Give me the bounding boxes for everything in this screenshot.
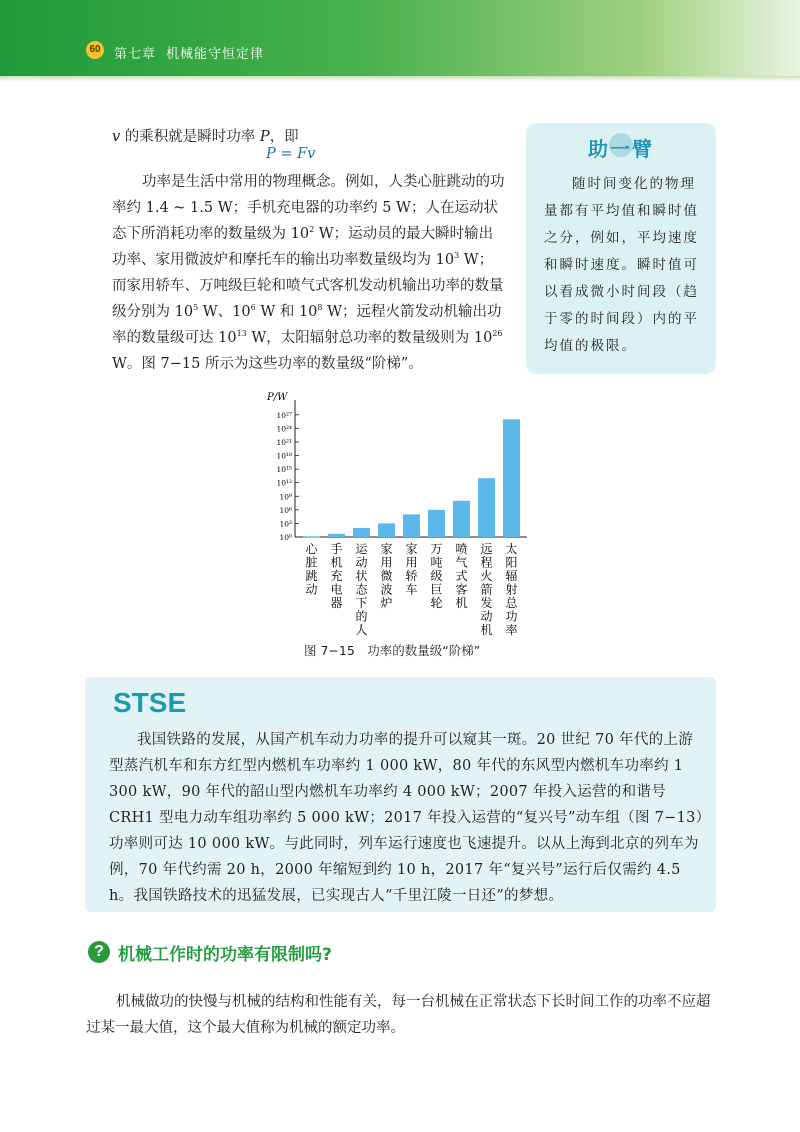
intro-end: ，即 [269,129,299,145]
y-tick-label: 10¹⁵ [276,465,292,475]
page-number: 60 [86,41,104,59]
bar-9 [503,419,520,537]
intro-text: 的乘积就是瞬时功率 [120,129,260,145]
sidebar-title: 助一臂 [588,137,654,161]
chapter-heading [114,43,274,62]
rated-power-paragraph: 机械做功的快慢与机械的结构和性能有关，每一台机械在正常状态下长时间工作的功率不应超过某一最大值，这个最大值称为机械的额定功率。 [86,994,711,1036]
var-v: v [112,129,121,145]
bar-6 [428,510,445,537]
x-category-label: 心脏跳动 [305,542,318,597]
bar-8 [478,478,495,537]
power-ladder-chart [265,388,535,640]
sidebar-helper-box [526,123,716,374]
var-p: P [259,129,270,145]
y-tick-label: 10¹² [276,478,292,488]
figure-caption: 图 7−15 功率的数量级“阶梯” [304,643,481,658]
power-formula: P = Fv [266,146,316,162]
exponent: 5 [193,303,199,312]
x-category-label: 太阳辐射总功率 [505,542,518,637]
bar-4 [378,523,395,537]
paragraph-text: W；运动员的最大瞬时输出功率、家用微波炉和摩托车的输出功率数量级均为 10 [112,226,494,268]
bar-3 [353,528,370,537]
exponent: 8 [317,303,323,312]
x-category-label: 家用轿车 [405,542,418,597]
paragraph-text: W，太阳辐射总功率的数量级则为 10 [246,330,493,346]
bar-5 [403,514,420,537]
stse-title: STSE [113,687,187,718]
y-axis-label: P/W [267,392,288,403]
paragraph-text: W、10 [198,304,251,320]
y-tick-label: 10³ [279,519,292,529]
y-tick-label: 10⁰ [279,533,292,542]
stse-box [85,677,716,912]
bar-1 [303,536,320,537]
exponent: 13 [236,329,247,338]
y-tick-label: 10¹⁸ [276,451,292,461]
chapter-number: 第七章 [114,47,157,62]
page-header [0,0,800,76]
exponent: 6 [250,303,256,312]
y-tick-label: 10⁹ [279,492,292,502]
power-paragraph [112,169,507,377]
bar-2 [328,534,345,537]
question-title: 机械工作时的功率有限制吗? [118,945,332,965]
x-category-label: 喷气式客机 [455,542,468,610]
y-tick-label: 10²⁷ [276,410,292,420]
paragraph-text: W 和 10 [255,304,318,320]
bar-7 [453,501,470,537]
paragraph-text: W；远程火箭发动机输出功率的数量级可达 10 [112,304,502,346]
exponent: 26 [492,329,503,338]
y-tick-label: 10²¹ [276,437,292,447]
y-tick-label: 10⁶ [279,505,292,515]
paragraph-text: W；而家用轿车、万吨级巨轮和喷气式客机发动机输出功率的数量级分别为 10 [112,252,504,320]
x-category-label: 家用微波炉 [380,542,393,610]
sidebar-text: 随时间变化的物理量都有平均值和瞬时值之分，例如，平均速度和瞬时速度。瞬时值可以看成微小时间段（趋于零的时间段）内的平均值的极限。 [544,176,699,354]
question-icon: ? [88,941,110,963]
x-category-label: 远程火箭发动机 [480,542,493,637]
y-tick-label: 10²⁴ [276,424,292,434]
header-divider [0,76,800,82]
chapter-title: 机械能守恒定律 [166,47,265,62]
x-category-label: 万吨级巨轮 [430,542,443,610]
exponent: 3 [454,251,460,260]
stse-text: 我国铁路的发展，从国产机车动力功率的提升可以窥其一斑。20 世纪 70 年代的上游型蒸汽机车和东方红型内燃机车功率约 1 000 kW，80 年代的东风型内燃机车功率约 1 300 kW，90 年代的韶山型内燃机车功率约 4 000 kW；2007 年投入运营的和谐号 CRH1 型电力动车组功率约 5 000 kW；2017 年投入运营的“复兴号”动车组（图 7−13）功率则可达 10 000 kW。与此同时，列车运行速度也飞速提升。以从上海到北京的列车为例，70 年代约需 20 h，2000 年缩短到约 10 h，2017 年“复兴号”运行后仅需约 4.5 h。我国铁路技术的迅猛发展，已实现古人“千里江陵一日还”的梦想。 [109,732,704,904]
exponent: 2 [309,225,315,234]
x-category-label: 运动状态下的人 [355,542,368,637]
paragraph-text: 功率是生活中常用的物理概念。例如，人类心脏跳动的功率约 1.4 ~ 1.5 W；手机充电器的功率约 5 W；人在运动状态下所消耗功率的数量级为 10 [112,174,505,242]
paragraph-text: W。图 7−15 所示为这些功率的数量级“阶梯”。 [112,356,423,372]
x-category-label: 手机充电器 [330,542,343,610]
